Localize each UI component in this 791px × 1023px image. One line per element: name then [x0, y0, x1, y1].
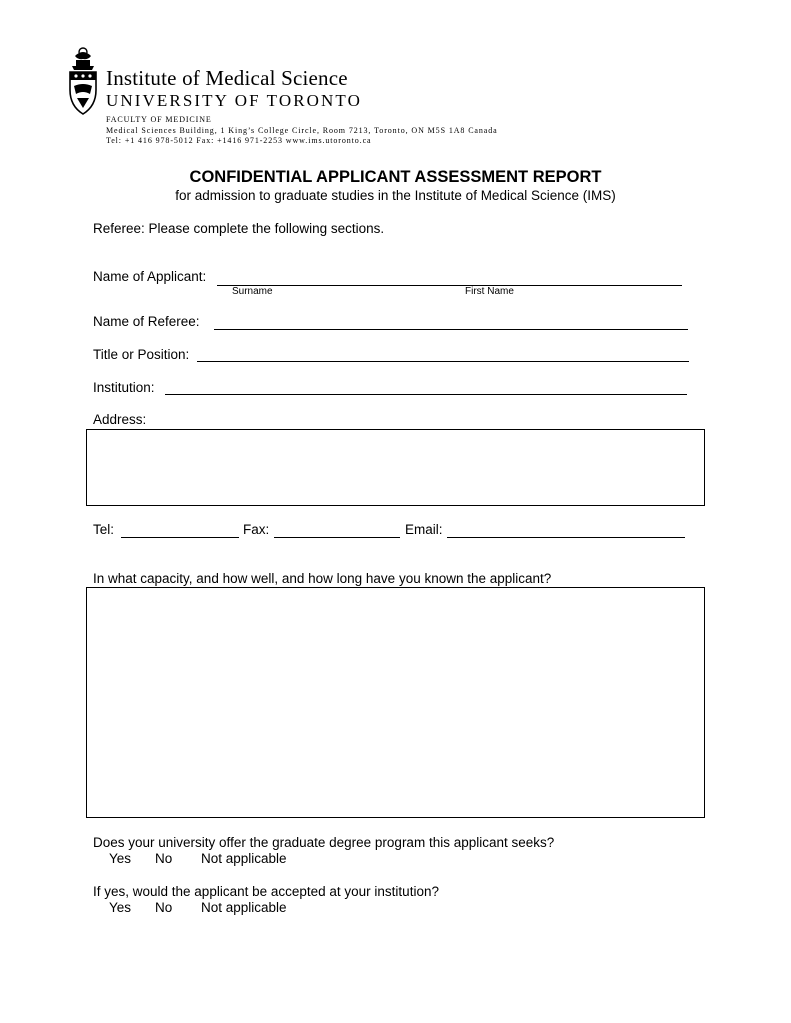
capacity-answer-box[interactable]	[86, 587, 705, 818]
email-field[interactable]	[447, 537, 685, 538]
referee-name-field[interactable]	[214, 329, 688, 330]
capacity-question: In what capacity, and how well, and how long have you known the applicant?	[93, 571, 552, 586]
accepted-no-option[interactable]: No	[155, 900, 173, 915]
referee-label: Name of Referee:	[93, 314, 200, 329]
address-box[interactable]	[86, 429, 705, 506]
accepted-na-option[interactable]: Not applicable	[201, 900, 287, 915]
accepted-question: If yes, would the applicant be accepted at your institution?	[93, 884, 439, 899]
form-title: CONFIDENTIAL APPLICANT ASSESSMENT REPORT	[189, 168, 602, 186]
university-name: UNIVERSITY OF TORONTO	[106, 91, 362, 110]
faculty-name: FACULTY OF MEDICINE	[106, 115, 212, 124]
instructions-text: Referee: Please complete the following sections.	[93, 221, 385, 236]
title-field[interactable]	[197, 361, 689, 362]
address-label: Address:	[93, 412, 147, 427]
address-line-2: Tel: +1 416 978-5012 Fax: +1416 971-2253 www.ims.utoronto.ca	[106, 136, 372, 145]
institution-label: Institution:	[93, 380, 155, 395]
address-line-1: Medical Sciences Building, 1 King’s College Circle, Room 7213, Toronto, ON M5S 1A8 Canada	[106, 126, 498, 135]
firstname-caption: First Name	[465, 286, 514, 297]
tel-label: Tel:	[93, 522, 115, 537]
offer-yes-option[interactable]: Yes	[109, 851, 132, 866]
applicant-label: Name of Applicant:	[93, 269, 207, 284]
university-crest-icon	[66, 46, 100, 118]
institution-field[interactable]	[165, 394, 687, 395]
offer-na-option[interactable]: Not applicable	[201, 851, 287, 866]
title-label: Title or Position:	[93, 347, 190, 362]
offer-program-question: Does your university offer the graduate degree program this applicant seeks?	[93, 835, 555, 850]
offer-no-option[interactable]: No	[155, 851, 173, 866]
accepted-yes-option[interactable]: Yes	[109, 900, 132, 915]
surname-caption: Surname	[232, 286, 273, 297]
email-label: Email:	[405, 522, 443, 537]
fax-label: Fax:	[243, 522, 270, 537]
fax-field[interactable]	[274, 537, 400, 538]
form-subtitle: for admission to graduate studies in the Institute of Medical Science (IMS)	[175, 188, 616, 203]
institute-name: Institute of Medical Science	[106, 66, 348, 90]
applicant-name-field[interactable]	[217, 285, 682, 286]
tel-field[interactable]	[121, 537, 239, 538]
